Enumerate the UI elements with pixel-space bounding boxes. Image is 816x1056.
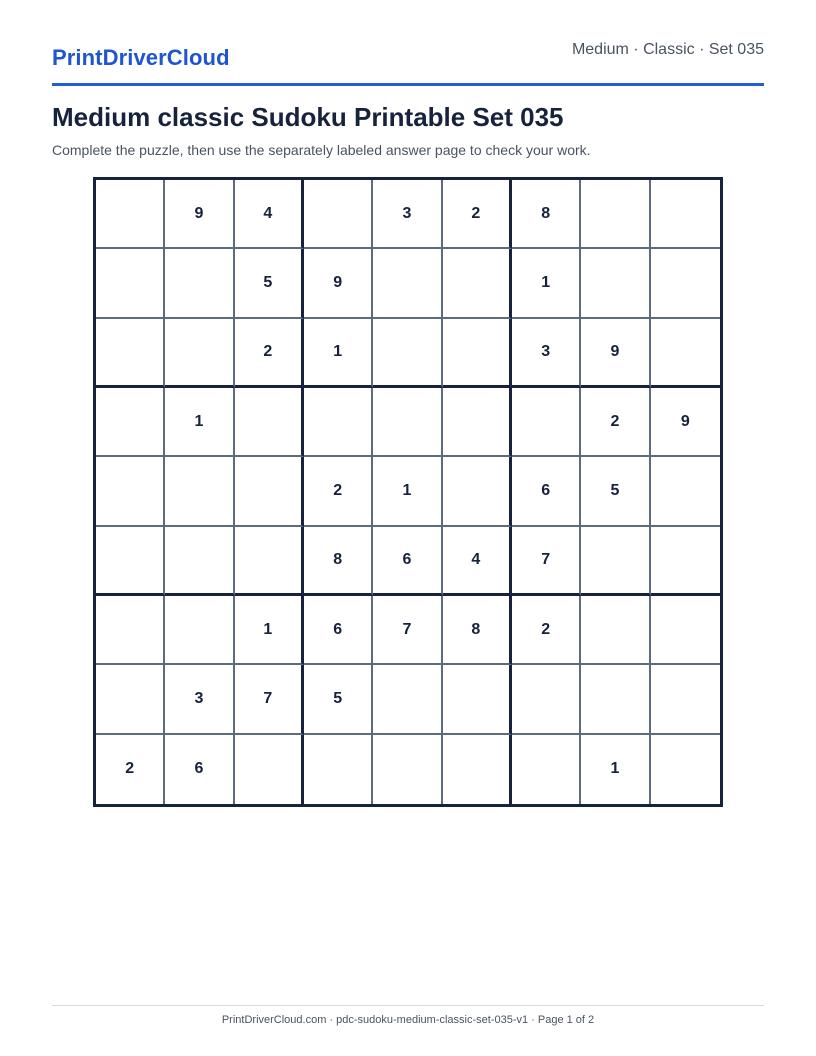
sudoku-cell: 6 — [304, 596, 373, 665]
sudoku-cell — [581, 527, 650, 596]
sudoku-cell: 1 — [235, 596, 304, 665]
sudoku-cell: 5 — [304, 665, 373, 734]
sudoku-cell — [165, 596, 234, 665]
sudoku-cell — [651, 319, 720, 388]
sudoku-grid — [93, 177, 723, 807]
sudoku-cell — [96, 596, 165, 665]
sudoku-cell: 5 — [581, 457, 650, 526]
sudoku-cell: 2 — [512, 596, 581, 665]
sudoku-cell — [96, 457, 165, 526]
page-footer: PrintDriverCloud.com · pdc-sudoku-medium-classic-set-035-v1 · Page 1 of 2 — [221, 1014, 595, 1026]
sudoku-cell — [165, 527, 234, 596]
sudoku-cell — [581, 596, 650, 665]
sudoku-cell: 4 — [443, 527, 512, 596]
sudoku-cell — [443, 388, 512, 457]
sudoku-cell — [512, 735, 581, 804]
sudoku-cell — [96, 319, 165, 388]
sudoku-cell: 6 — [512, 457, 581, 526]
sudoku-cell: 1 — [581, 735, 650, 804]
sudoku-cell: 8 — [443, 596, 512, 665]
sudoku-cell — [443, 319, 512, 388]
sudoku-cell: 2 — [304, 457, 373, 526]
sudoku-cell — [651, 527, 720, 596]
sudoku-cell — [581, 665, 650, 734]
page-title: Medium classic Sudoku Printable Set 035 — [52, 102, 564, 132]
sudoku-cell: 9 — [581, 319, 650, 388]
sudoku-cell — [235, 388, 304, 457]
sudoku-cell: 2 — [96, 735, 165, 804]
sudoku-cell: 9 — [304, 249, 373, 318]
sudoku-cell — [651, 596, 720, 665]
sudoku-cell — [235, 527, 304, 596]
sudoku-cell — [651, 665, 720, 734]
sudoku-cell — [373, 665, 442, 734]
sudoku-cell — [304, 180, 373, 249]
sudoku-cell — [512, 665, 581, 734]
sudoku-cell: 7 — [512, 527, 581, 596]
sudoku-cell: 1 — [304, 319, 373, 388]
sudoku-cell: 7 — [373, 596, 442, 665]
sudoku-cell — [443, 457, 512, 526]
sudoku-cell — [373, 388, 442, 457]
sudoku-cell — [651, 180, 720, 249]
sudoku-cell: 8 — [304, 527, 373, 596]
sudoku-cell: 2 — [235, 319, 304, 388]
sudoku-cell — [581, 180, 650, 249]
sudoku-cell — [651, 457, 720, 526]
sudoku-cell — [304, 735, 373, 804]
sudoku-cell — [581, 249, 650, 318]
sudoku-cell — [96, 180, 165, 249]
sudoku-cell: 4 — [235, 180, 304, 249]
sudoku-cell — [443, 665, 512, 734]
sudoku-cell: 8 — [512, 180, 581, 249]
sudoku-cell — [165, 319, 234, 388]
sudoku-cell: 9 — [651, 388, 720, 457]
sudoku-cell — [651, 735, 720, 804]
sudoku-cell: 1 — [512, 249, 581, 318]
sudoku-cell — [235, 457, 304, 526]
brand-logo: PrintDriverCloud — [52, 45, 230, 70]
sudoku-cell — [165, 457, 234, 526]
sudoku-cell: 3 — [512, 319, 581, 388]
page-subtitle: Complete the puzzle, then use the separately labeled answer page to check your work. — [52, 142, 591, 158]
sudoku-cell: 1 — [165, 388, 234, 457]
page-header — [52, 40, 764, 86]
sudoku-cell: 9 — [165, 180, 234, 249]
sudoku-cell — [373, 735, 442, 804]
sudoku-cell — [165, 249, 234, 318]
sudoku-cell — [96, 527, 165, 596]
sudoku-cell: 5 — [235, 249, 304, 318]
sudoku-cell — [443, 249, 512, 318]
puzzle-meta: Medium · Classic · Set 035 — [571, 41, 764, 58]
sudoku-cell — [651, 249, 720, 318]
sudoku-cell: 1 — [373, 457, 442, 526]
sudoku-cell: 3 — [373, 180, 442, 249]
sudoku-cell — [96, 665, 165, 734]
sudoku-cell — [512, 388, 581, 457]
sudoku-cell — [235, 735, 304, 804]
sudoku-cell — [443, 735, 512, 804]
sudoku-cell: 6 — [373, 527, 442, 596]
sudoku-cell — [373, 319, 442, 388]
sudoku-cell: 2 — [443, 180, 512, 249]
sudoku-cell: 6 — [165, 735, 234, 804]
sudoku-cell: 2 — [581, 388, 650, 457]
sudoku-cell — [96, 388, 165, 457]
sudoku-cell — [304, 388, 373, 457]
footer-divider — [52, 1005, 764, 1006]
sudoku-cell: 3 — [165, 665, 234, 734]
sudoku-cell — [373, 249, 442, 318]
sudoku-cell: 7 — [235, 665, 304, 734]
sudoku-cell — [96, 249, 165, 318]
